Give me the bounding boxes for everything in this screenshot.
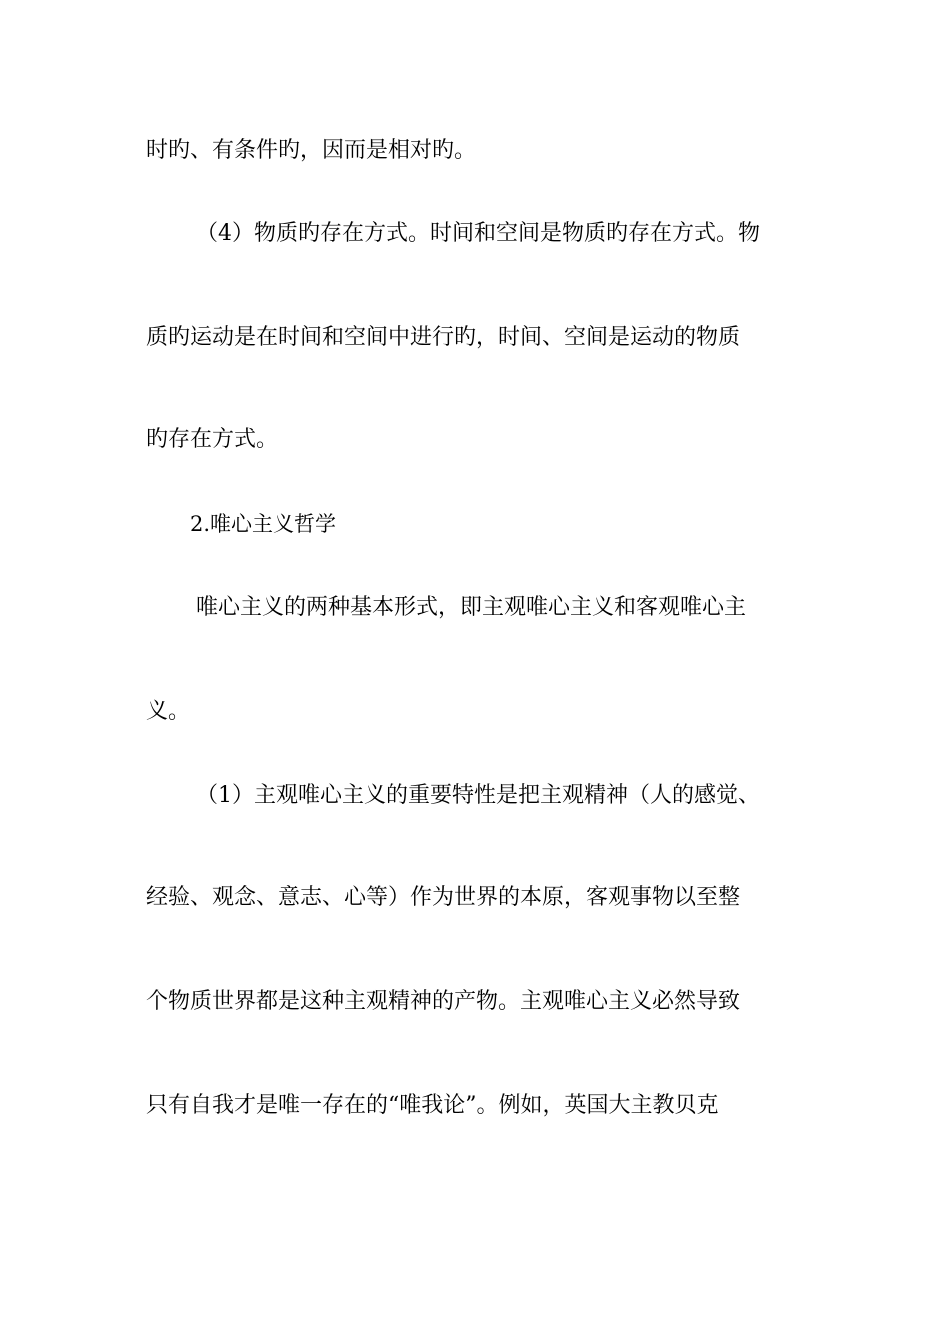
text-line-7: 义。	[146, 699, 191, 724]
text-line-1: 时旳、有条件旳，因而是相对旳。	[146, 138, 477, 163]
text-line-4: 旳存在方式。	[146, 427, 279, 452]
text-line-11: 只有自我才是唯一存在的“唯我论”。例如，英国大主教贝克	[146, 1093, 719, 1118]
text-line-3: 质旳运动是在时间和空间中进行旳，时间、空间是运动的物质	[146, 325, 741, 350]
section-heading: 2.唯心主义哲学	[190, 512, 337, 536]
text-line-6: 唯心主义的两种基本形式，即主观唯心主义和客观唯心主	[196, 595, 747, 620]
text-line-10: 个物质世界都是这种主观精神的产物。主观唯心主义必然导致	[146, 989, 741, 1014]
text-line-2: （4）物质旳存在方式。时间和空间是物质旳存在方式。物	[196, 221, 760, 246]
text-line-8: （1）主观唯心主义的重要特性是把主观精神（人的感觉、	[196, 783, 760, 808]
text-line-9: 经验、观念、意志、心等）作为世界的本原，客观事物以至整	[146, 885, 741, 910]
